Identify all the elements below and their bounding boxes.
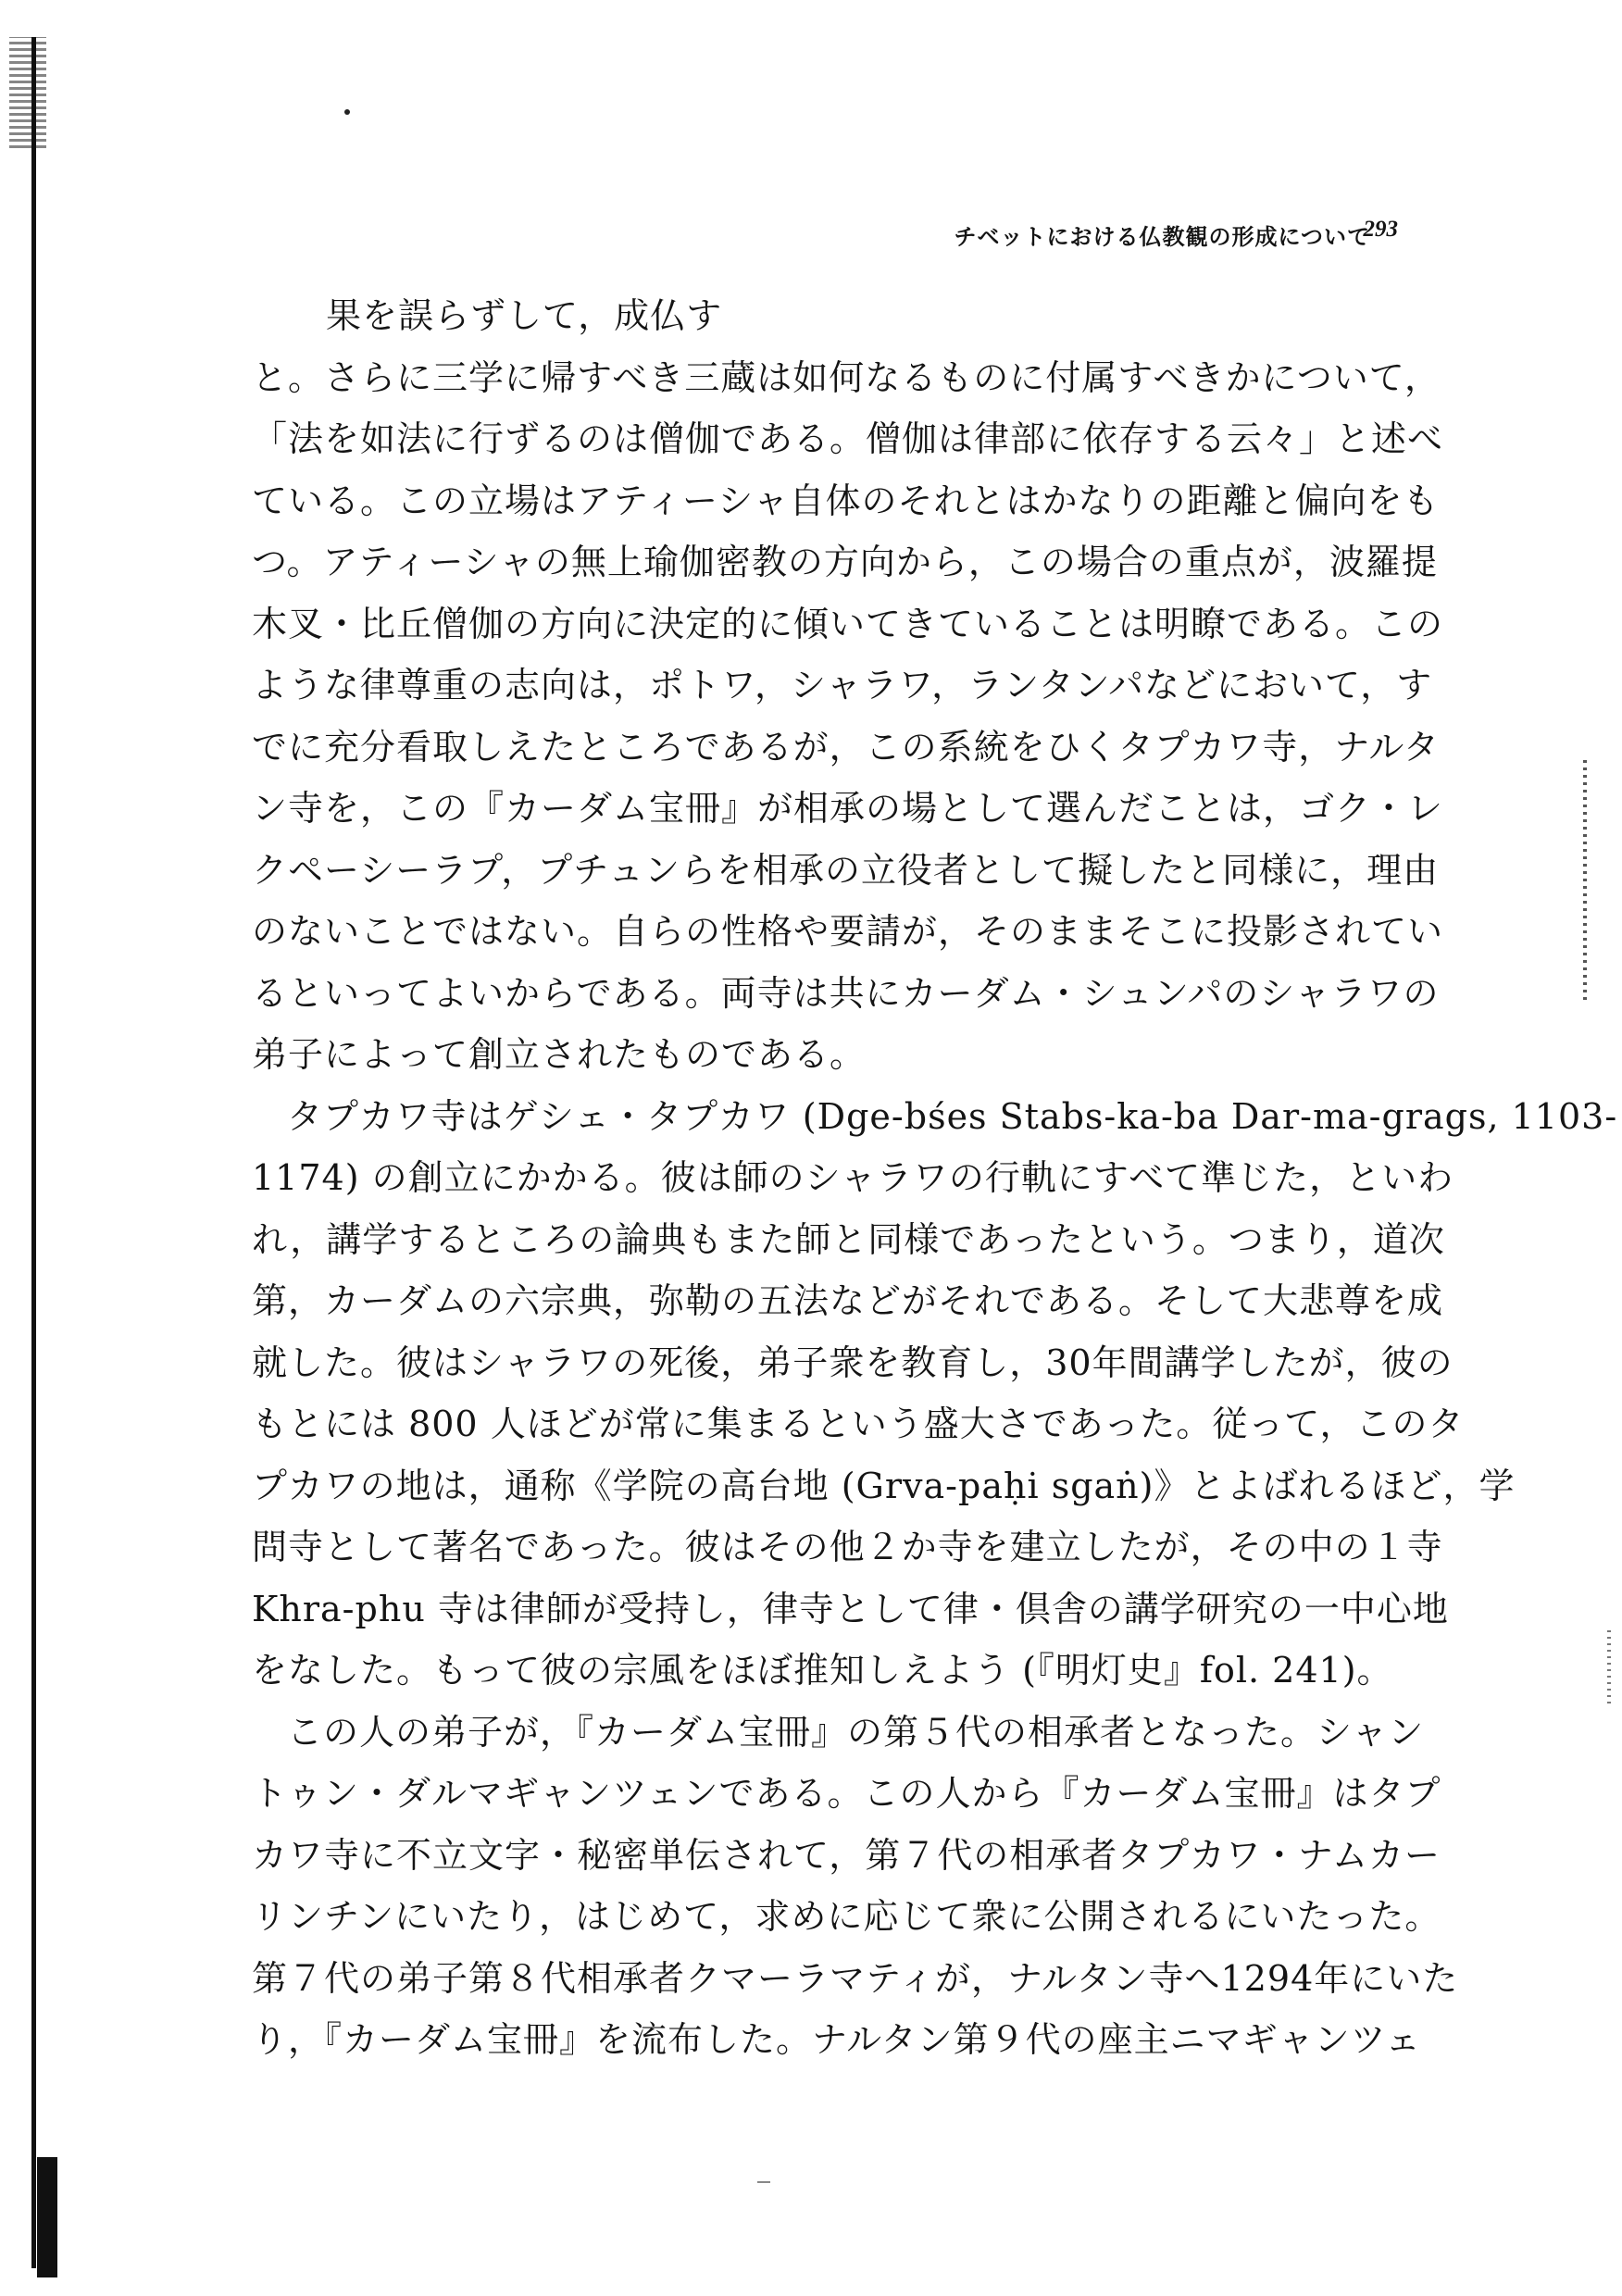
text-line: と。さらに三学に帰すべき三蔵は如何なるものに付属すべきかについて， [252, 356, 1441, 398]
text-line: 「法を如法に行ずるのは僧伽である。僧伽は律部に依存する云々」と述べ [252, 418, 1444, 459]
text-line: 木叉・比丘僧伽の方向に決定的に傾いてきていることは明瞭である。この [252, 603, 1444, 644]
scan-speck [344, 109, 350, 115]
binding-shadow-bottom [37, 2157, 57, 2277]
text-line: この人の弟子が，『カーダム宝冊』の第５代の相承者となった。シャン [287, 1711, 1425, 1753]
text-line: をなした。もって彼の宗風をほぼ推知しえよう (『明灯史』fol. 241)。 [252, 1650, 1393, 1691]
text-line: 問寺として著名であった。彼はその他２か寺を建立したが，その中の１寺 [252, 1527, 1443, 1567]
page-number: 293 [1363, 217, 1398, 242]
text-line: ている。この立場はアティーシャ自体のそれとはかなりの距離と偏向をも [252, 480, 1440, 521]
text-line: クペーシーラプ，プチュンらを相承の立役者として擬したと同様に，理由 [252, 849, 1440, 891]
text-line: でに充分看取しえたところであるが，この系統をひくタプカワ寺，ナルタ [252, 726, 1440, 767]
running-head: チベットにおける仏教観の形成について [954, 223, 1370, 250]
page-edge-mark-lower [1607, 1629, 1611, 1703]
text-line: つ。アティーシャの無上瑜伽密教の方向から，この場合の重点が，波羅提 [252, 542, 1438, 582]
text-line: 第７代の弟子第８代相承者クマーラマティが，ナルタン寺へ1294年にいた [252, 1957, 1459, 1999]
text-line: もとには 800 人ほどが常に集まるという盛大さであった。従って，このタ [252, 1404, 1465, 1444]
text-line: 弟子によって創立されたものである。 [252, 1034, 867, 1075]
text-line: 果を誤らずして，成仏す [326, 295, 723, 336]
text-line: プカワの地は，通称《学院の高台地 (Grva-paḥi sgaṅ)》とよばれるほど，学 [252, 1465, 1516, 1506]
text-line: 就した。彼はシャラワの死後，弟子衆を教育し，30年間講学したが，彼の [252, 1341, 1454, 1383]
text-line: トゥン・ダルマギャンツェンである。この人から『カーダム宝冊』はタプ [252, 1773, 1441, 1814]
text-line: のないことではない。自らの性格や要請が，そのままそこに投影されてい [252, 911, 1444, 952]
text-line: ン寺を，この『カーダム宝冊』が相承の場として選んだことは，ゴク・レ [252, 788, 1444, 829]
text-line: れ，講学するところの論典もまた師と同様であったという。つまり，道次 [252, 1218, 1445, 1260]
page-edge-mark [1583, 759, 1587, 1000]
text-line: 1174) の創立にかかる。彼は師のシャラワの行軌にすべて準じた，といわ [252, 1157, 1454, 1198]
text-line: Khra-phu 寺は律師が受持し，律寺として律・倶舎の講学研究の一中心地 [252, 1588, 1449, 1629]
body-text [252, 285, 1618, 2071]
binding-edge [31, 37, 44, 2268]
text-line: 第，カーダムの六宗典，弥勒の五法などがそれである。そして大悲尊を成 [252, 1280, 1444, 1321]
text-line: ような律尊重の志向は，ポトワ，シャラワ，ランタンパなどにおいて，す [252, 665, 1433, 705]
text-line: リンチンにいたり，はじめて，求めに応じて衆に公開されるにいたった。 [252, 1896, 1441, 1937]
scan-speck-bottom [757, 2181, 770, 2183]
text-line: カワ寺に不立文字・秘密単伝されて，第７代の相承者タプカワ・ナムカー [252, 1834, 1441, 1876]
text-line: タプカワ寺はゲシェ・タプカワ (Dge-bśes Stabs-ka-ba Dar-ma-grags, 1103- [287, 1095, 1618, 1137]
text-line: るといってよいからである。両寺は共にカーダム・シュンパのシャラワの [252, 972, 1440, 1014]
text-line: り，『カーダム宝冊』を流布した。ナルタン第９代の座主ニマギャンツェ [252, 2019, 1422, 2060]
